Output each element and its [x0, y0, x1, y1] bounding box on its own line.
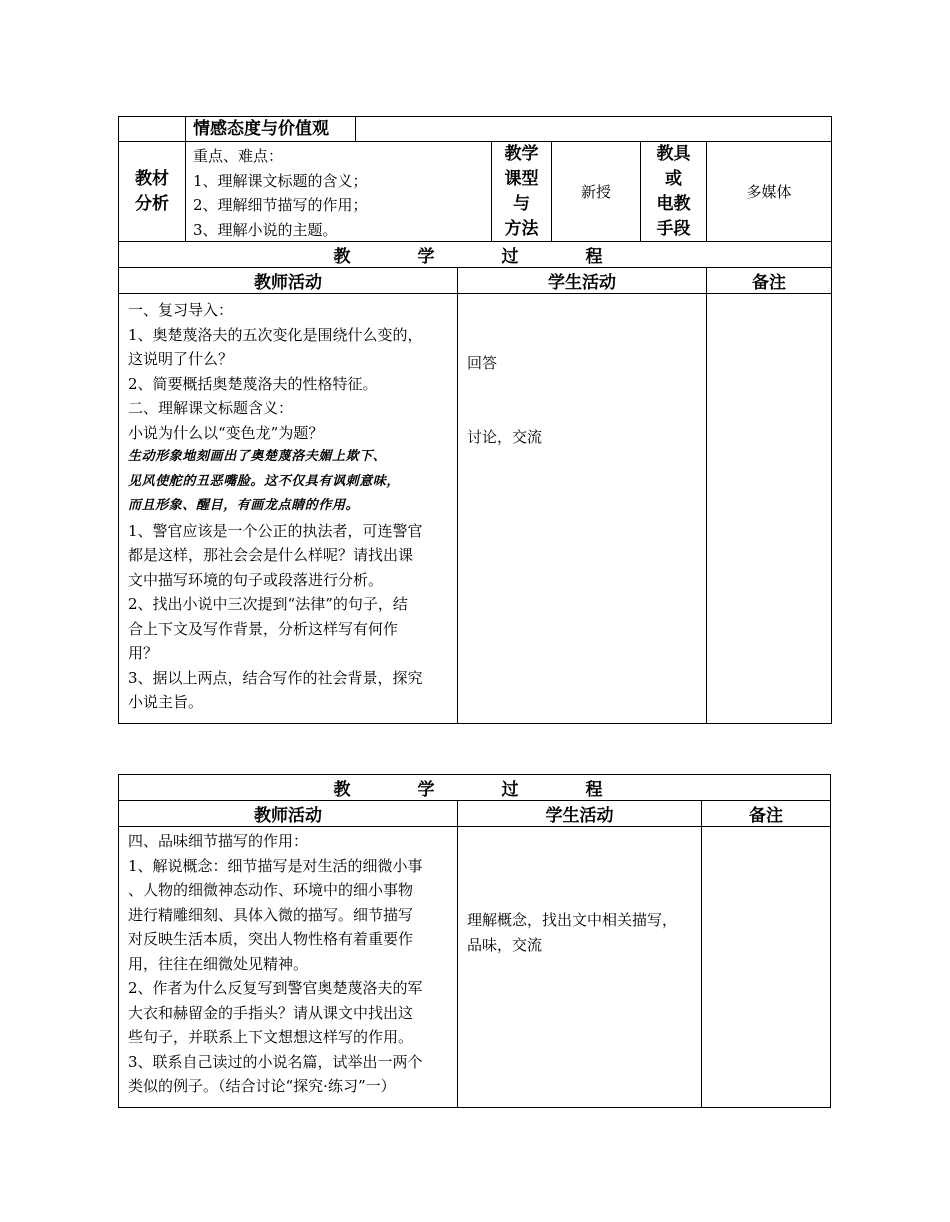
teacher-line: 2、作者为什么反复写到警官奥楚蔑洛夫的军	[128, 979, 423, 997]
tools-value: 多媒体	[746, 183, 792, 201]
col-header-notes: 备注	[752, 273, 786, 293]
col-header-student: 学生活动	[548, 273, 616, 293]
answer-line: 而且形象、醒目，有画龙点睛的作用。	[128, 498, 360, 513]
process-title-char: 过	[501, 780, 519, 800]
teacher-line: 1、解说概念：细节描写是对生活的细微小事	[128, 856, 423, 875]
teacher-line: 一、复习导入：	[128, 301, 234, 319]
col-header-teacher: 教师活动	[254, 806, 322, 826]
teacher-line: 1、奥楚蔑洛夫的五次变化是围绕什么变的，	[128, 325, 423, 344]
process-title-char: 学	[417, 780, 435, 800]
teacher-line: 小说主旨。	[128, 693, 204, 711]
teacher-line: 1、警官应该是一个公正的执法者，可连警官	[128, 521, 423, 540]
teacher-line: 3、据以上两点，结合写作的社会背景，探究	[128, 668, 423, 687]
col-header-student: 学生活动	[545, 806, 614, 826]
teacher-line: 类似的例子。（结合讨论“探究·练习”一）	[128, 1077, 396, 1095]
teacher-line: 都是这样，那社会会是什么样呢？请找出课	[128, 546, 414, 564]
analysis-label: 教材 分析	[135, 168, 169, 214]
teacher-line: 这说明了什么？	[128, 350, 234, 368]
teacher-line: 文中描写环境的句子或段落进行分析。	[128, 570, 384, 589]
key-point: 2、理解细节描写的作用；	[193, 196, 368, 214]
process-title-char: 教	[333, 247, 351, 267]
teacher-line: 用，往往在细微处见精神。	[128, 954, 309, 973]
student-activity-2	[467, 908, 677, 957]
teacher-line: 小说为什么以“变色龙”为题？	[128, 423, 324, 442]
student-line: 品味，交流	[467, 935, 543, 954]
student-line: 理解概念，找出文中相关描写，	[467, 911, 678, 929]
teacher-line: 用？	[128, 644, 159, 662]
course-type-value: 新授	[580, 183, 611, 201]
row-label-values: 情感态度与价值观	[193, 119, 329, 139]
process-title-char: 教	[333, 780, 351, 800]
teacher-line: 2、找出小说中三次提到“法律”的句子，结	[128, 595, 408, 613]
teacher-line: 大衣和赫留金的手指头？请从课文中找出这	[128, 1003, 414, 1022]
student-reply-discuss: 讨论，交流	[467, 428, 543, 446]
key-points	[193, 144, 368, 242]
process-title-char: 学	[417, 247, 435, 267]
answer-line: 生动形象地刻画出了奥楚蔑洛夫媚上欺下、	[128, 449, 387, 464]
teacher-line: 3、联系自己读过的小说名篇，试举出一两个	[128, 1052, 423, 1071]
answer-line: 见风使舵的丑恶嘴脸。这不仅具有讽刺意味，	[128, 473, 401, 489]
key-point: 3、理解小说的主题。	[193, 220, 338, 239]
teacher-line: 对反映生活本质，突出人物性格有着重要作	[128, 930, 414, 948]
col-header-teacher: 教师活动	[254, 273, 322, 293]
tools-label: 教具 或 电教 手段	[656, 143, 691, 239]
teacher-line: 四、品味细节描写的作用：	[128, 832, 309, 850]
process-title-char: 程	[585, 780, 603, 800]
key-point: 1、理解课文标题的含义；	[193, 171, 368, 190]
teacher-activity	[128, 298, 423, 715]
key-point: 重点、难点：	[193, 147, 284, 165]
teacher-activity-2	[128, 829, 423, 1099]
teacher-line: 2、简要概括奥楚蔑洛夫的性格特征。	[128, 374, 378, 393]
teacher-line: 些句子，并联系上下文想想这样写的作用。	[128, 1028, 414, 1046]
teacher-line: 、人物的细微神态动作、环境中的细小事物	[128, 881, 414, 899]
process-title	[298, 242, 638, 267]
teacher-line: 进行精雕细刻、具体入微的描写。细节描写	[128, 905, 414, 924]
course-type-label: 教学 课型 与 方法	[504, 143, 539, 239]
student-reply-answer: 回答	[467, 354, 498, 372]
process-title-char: 程	[585, 247, 603, 267]
teacher-line: 二、理解课文标题含义：	[128, 399, 294, 417]
teacher-line: 合上下文及写作背景，分析这样写有何作	[128, 619, 399, 638]
col-header-notes: 备注	[749, 806, 783, 826]
process-title-2	[298, 775, 638, 800]
process-title-char: 过	[501, 247, 519, 267]
